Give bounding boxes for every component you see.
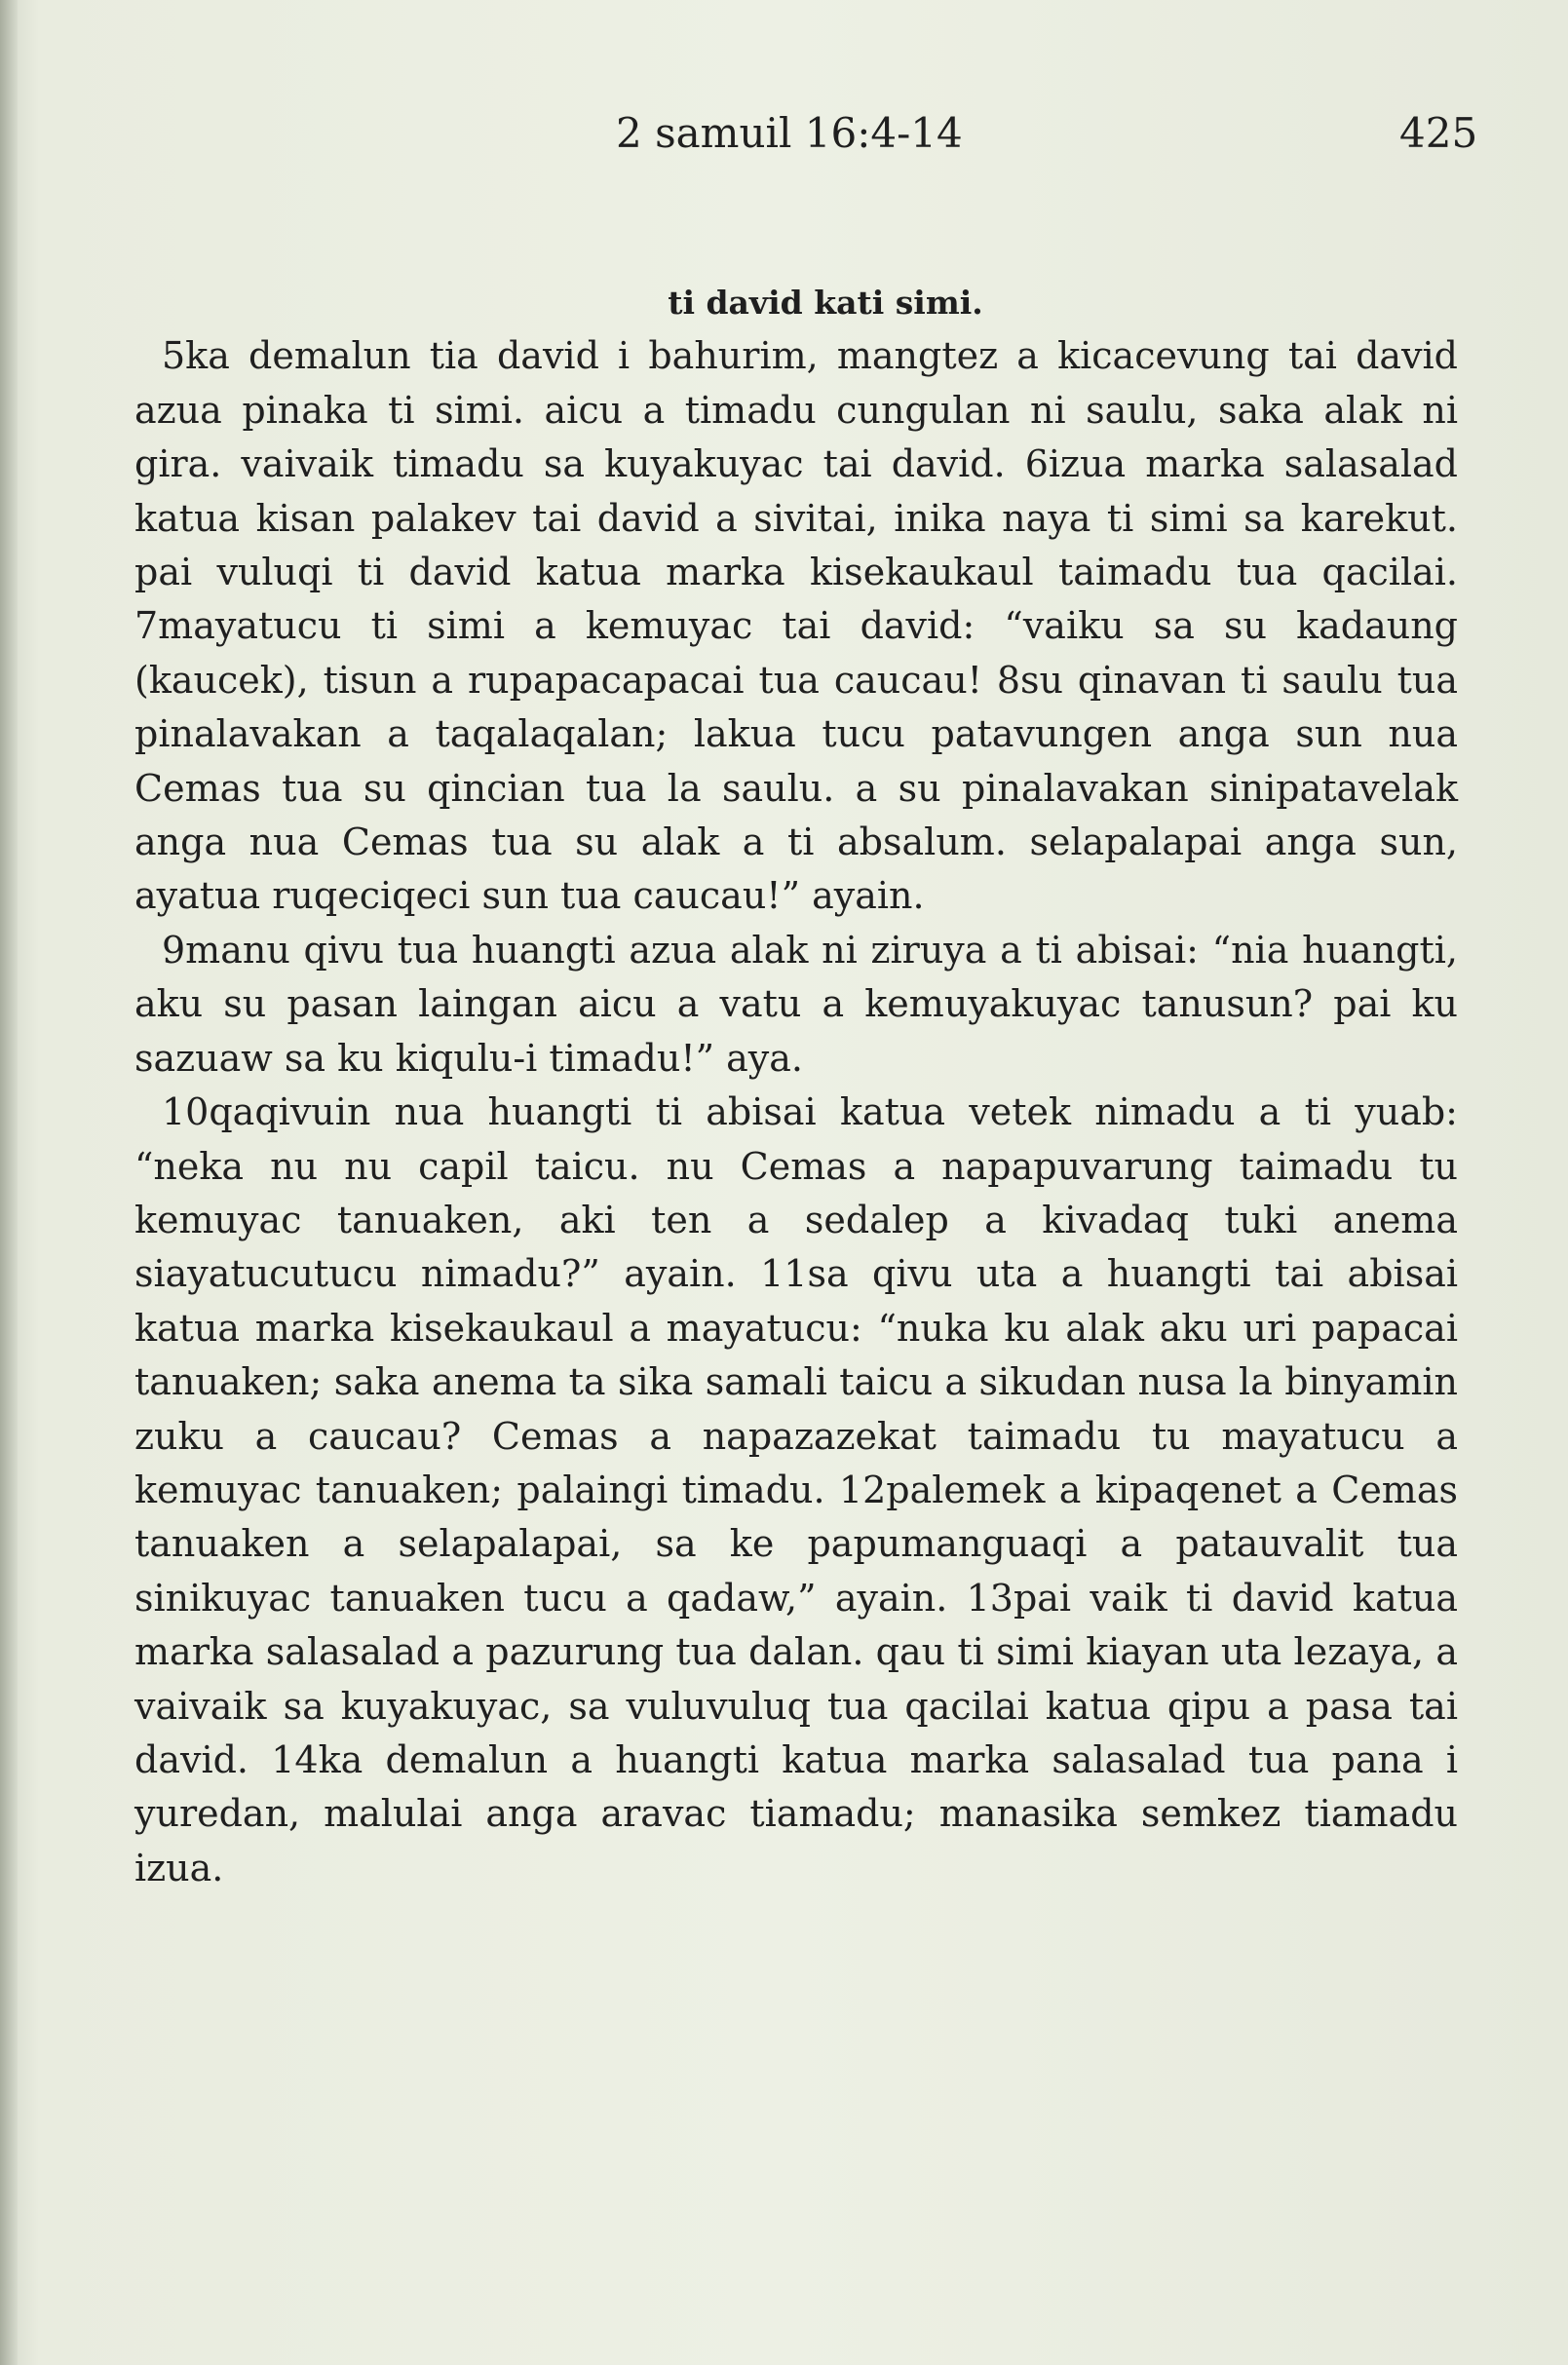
paragraph-1 [134,275,1458,329]
paragraph-4: 10qaqivuin nua huangti ti abisai katua vetek nimadu a ti yuab: “neka nu nu capil taicu. nu Cemas a napapuvarung taimadu tu kemuyac tanuaken, aki ten a sedalep a kivadaq tuki anema siayatucutucu nimadu?” ayain. 11sa qivu uta a huangti tai abisai katua marka kisekaukaul a mayatucu: “nuka ku alak aku uri papacai tanuaken; saka anema ta sika samali taicu a sikudan nusa la binyamin zuku a caucau? Cemas a napazazekat taimadu tu mayatucu a kemuyac tanuaken; palaingi timadu. 12palemek a kipaqenet a Cemas tanuaken a selapalapai, sa ke papumanguaqi a patauvalit tua sinikuyac tanuaken tucu a qadaw,” ayain. 13pai vaik ti david katua marka salasalad a pazurung tua dalan. qau ti simi kiayan uta lezaya, a vaivaik sa kuyakuyac, sa vuluvuluq tua qacilai katua qipu a pasa tai david. 14ka demalun a huangti katua marka salasalad tua pana i yuredan, malulai anga aravac tiamadu; manasika semkez tiamadu izua. [134,1090,1458,1889]
paragraph-1-text: ti david kati simi. [668,284,983,322]
page-header [0,109,1568,168]
running-head: 2 samuil 16:4-14 [616,109,963,157]
paragraph-2: 5ka demalun tia david i bahurim, mangtez a kicacevung tai david azua pinaka ti simi. aicu a timadu cungulan ni saulu, saka alak ni gira. vaivaik timadu sa kuyakuyac tai david. 6izua marka salasalad katua kisan palakev tai david a sivitai, inika naya ti simi sa karekut. pai vuluqi ti david katua marka kisekaukaul taimadu tua qacilai. 7mayatucu ti simi a kemuyac tai david: “vaiku sa su kadaung (kaucek), tisun a rupapacapacai tua caucau! 8su qinavan ti saulu tua pinalavakan a taqalaqalan; lakua tucu patavungen anga sun nua Cemas tua su qincian tua la saulu. a su pinalavakan sinipatavelak anga nua Cemas tua su alak a ti absalum. selapalapai anga sun, ayatua ruqeciqeci sun tua caucau!” ayain. [134,334,1458,918]
page-number: 425 [1399,109,1478,157]
paragraph-3: 9manu qivu tua huangti azua alak ni ziruya a ti abisai: “nia huangti, aku su pasan laingan aicu a vatu a kemuyakuyac tanusun? pai ku sazuaw sa ku kiqulu-i timadu!” aya. [134,928,1458,1080]
body-text [134,275,1458,1895]
page-gutter [0,0,18,2365]
